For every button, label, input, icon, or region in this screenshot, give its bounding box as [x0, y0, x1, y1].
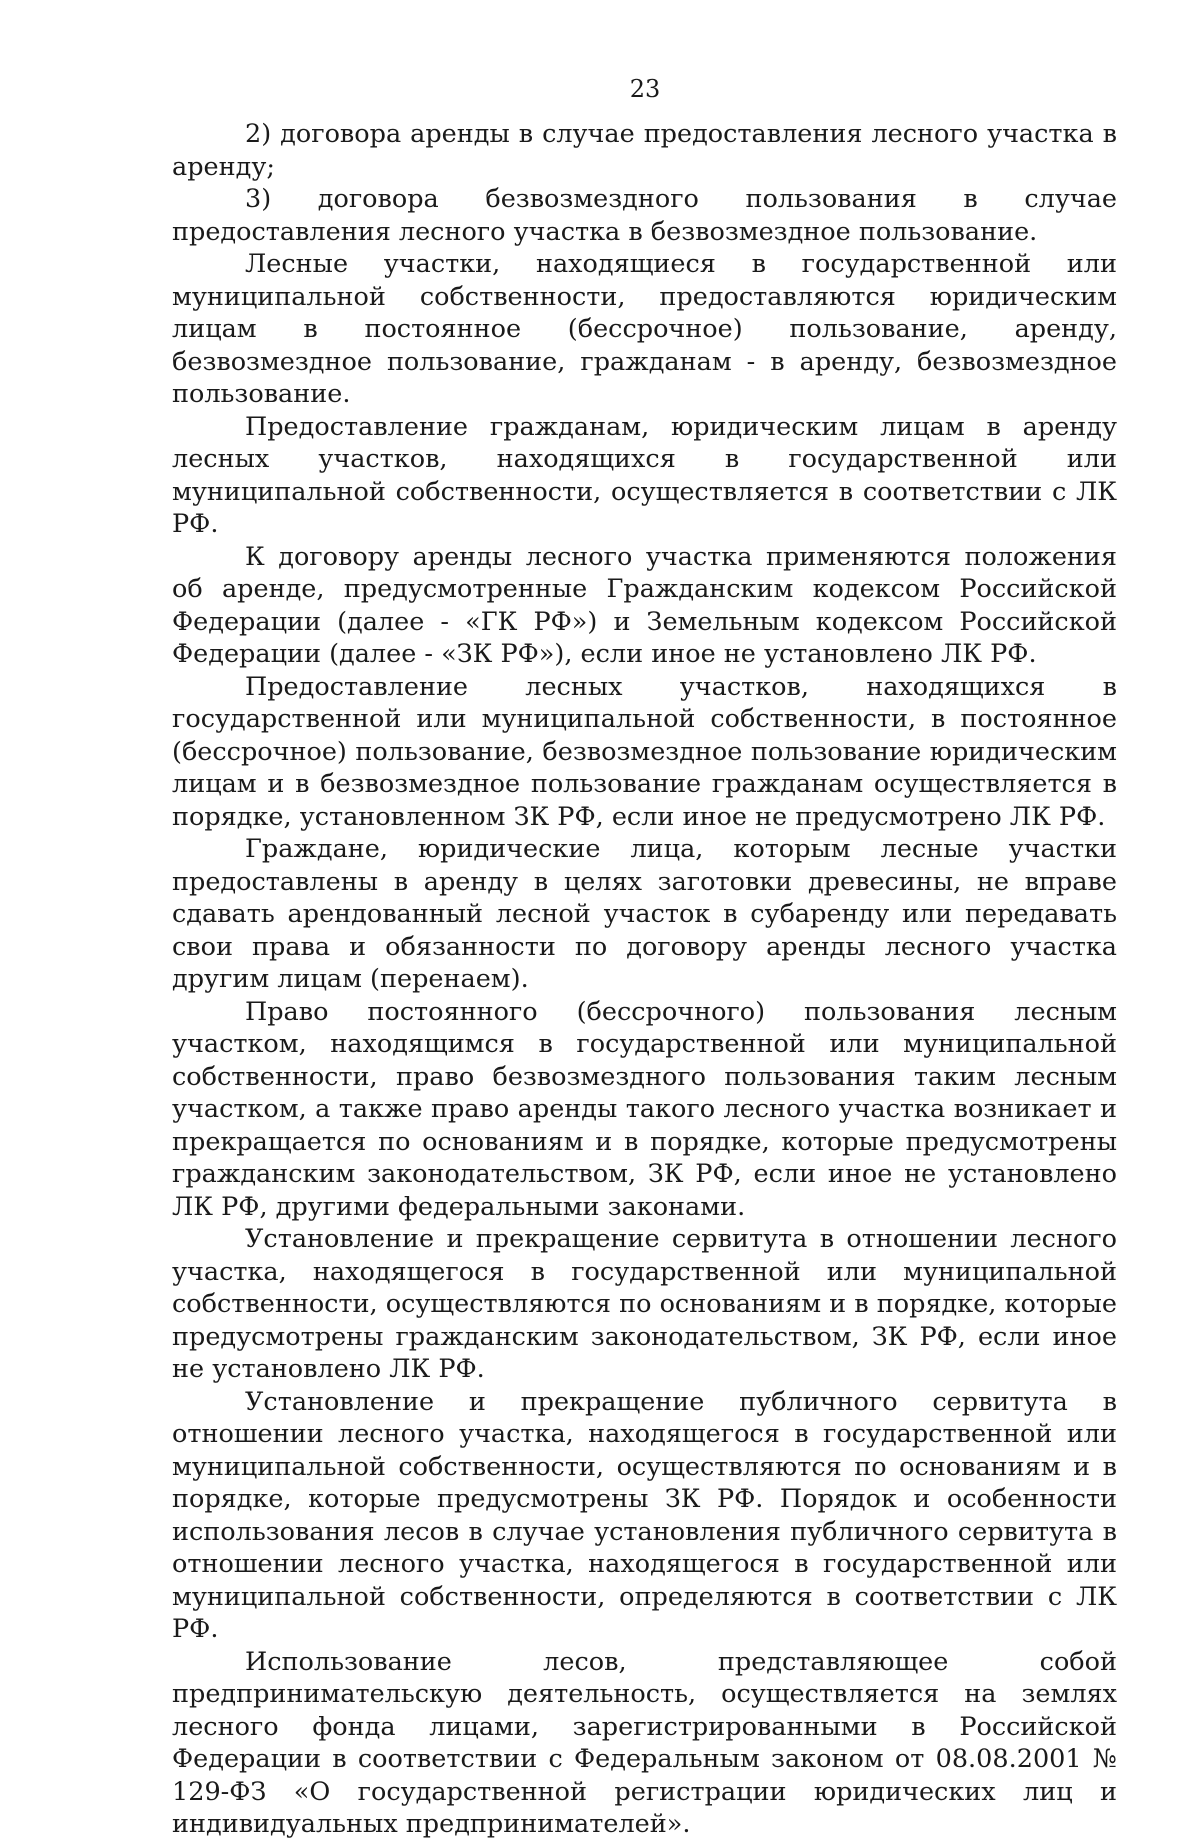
- paragraph-entrepreneurial-use: Использование лесов, представляющее собой предпринимательскую деятельность, осуществляется на землях лесного фонда лицами, зарегистрированными в Российской Федерации в соответствии с Федеральным законом от 08.08.2001 № 129-ФЗ «О государственной регистрации юридических лиц и индивидуальных предпринимателей».: [172, 1646, 1117, 1839]
- paragraph-forest-plots-provision: Лесные участки, находящиеся в государственной или муниципальной собственности, предоставляются юридическим лицам в постоянное (бессрочное) пользование, аренду, безвозмездное пользование, гражданам - в аренду, безвозмездное пользование.: [172, 249, 1117, 409]
- paragraph-permanent-use: Предоставление лесных участков, находящихся в государственной или муниципальной собственности, в постоянное (бессрочное) пользование, безвозмездное пользование юридическим лицам и в безвозмездное пользование гражданам осуществляется в порядке, установленном ЗК РФ, если иное не предусмотрено ЛК РФ.: [172, 671, 1117, 832]
- document-body: [172, 118, 1117, 1841]
- paragraph-servitude: Установление и прекращение сервитута в отношении лесного участка, находящегося в государственной или муниципальной собственности, осуществляются по основаниям и в порядке, которые предусмотрены гражданским законодательством, ЗК РФ, если иное не установлено ЛК РФ.: [172, 1224, 1117, 1384]
- paragraph-rights-arising: Право постоянного (бессрочного) пользования лесным участком, находящимся в государственной или муниципальной собственности, право безвозмездного пользования таким лесным участком, а также право аренды такого лесного участка возникает и прекращается по основаниям и в порядке, которые предусмотрены гражданским законодательством, ЗК РФ, если иное не установлено ЛК РФ, другими федеральными законами.: [172, 996, 1117, 1222]
- paragraph-item-3-clause: 3) договора безвозмездного пользования в случае предоставления лесного участка в безвозмездное пользование.: [172, 184, 1117, 247]
- paragraph-lease-to-citizens: Предоставление гражданам, юридическим лицам в аренду лесных участков, находящихся в государственной или муниципальной собственности, осуществляется в соответствии с ЛК РФ.: [172, 411, 1117, 539]
- paragraph-public-servitude: Установление и прекращение публичного сервитута в отношении лесного участка, находящегося в государственной или муниципальной собственности, осуществляются по основаниям и в порядке, которые предусмотрены ЗК РФ. Порядок и особенности использования лесов в случае установления публичного сервитута в отношении лесного участка, находящегося в государственной или муниципальной собственности, определяются в соответствии с ЛК РФ.: [172, 1386, 1117, 1644]
- paragraph-item-2-clause: 2) договора аренды в случае предоставления лесного участка в аренду;: [172, 119, 1117, 182]
- page-number: 23: [629, 75, 661, 103]
- paragraph-sublease-restriction: Граждане, юридические лица, которым лесные участки предоставлены в аренду в целях заготовки древесины, не вправе сдавать арендованный лесной участок в субаренду или передавать свои права и обязанности по договору аренды лесного участка другим лицам (перенаем).: [172, 834, 1117, 994]
- paragraph-lease-contract-rules: К договору аренды лесного участка применяются положения об аренде, предусмотренные Гражданским кодексом Российской Федерации (далее - «ГК РФ») и Земельным кодексом Российской Федерации (далее - «ЗК РФ»), если иное не установлено ЛК РФ.: [172, 541, 1117, 669]
